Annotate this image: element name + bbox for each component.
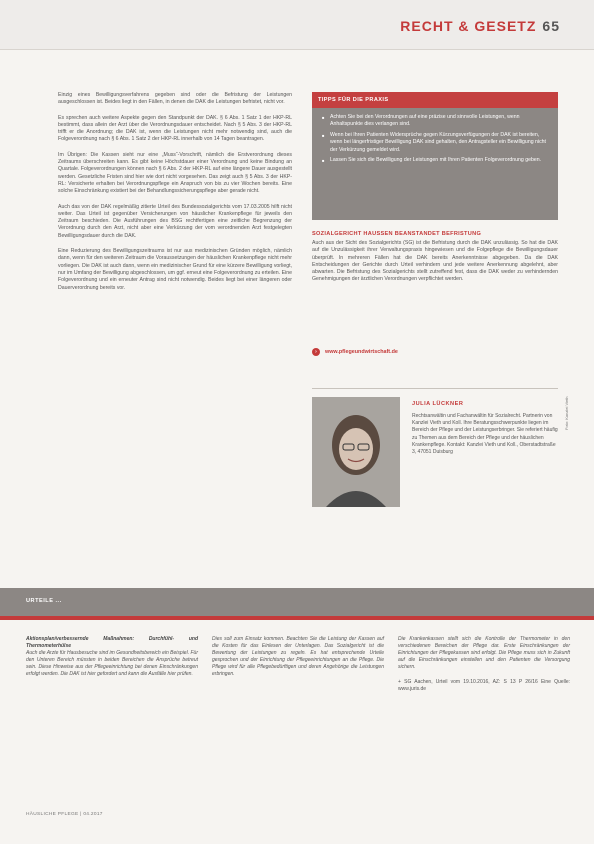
section-band — [0, 588, 594, 616]
tips-title: TIPPS FÜR DIE PRAXIS — [312, 92, 558, 108]
section-name: RECHT & GESETZ — [400, 18, 537, 34]
author-name: JULIA LÜCKNER — [412, 401, 464, 407]
bottom-column — [26, 636, 198, 693]
author-photo — [312, 397, 400, 507]
tip-item: ■ Achten Sie bei den Verordnungen auf eine präzise und sinnvolle Leistungen, wenn Anhaltspunkte dies verlangen sind. — [322, 114, 550, 129]
page-header — [0, 0, 594, 50]
paragraph: Eine Reduzierung des Bewilligungszeitraums ist nur aus medizinischen Gründen möglich, nämlich dann, wenn für den weiteren Zeitraum die Voraussetzungen der häuslichen Krankenpflege nicht mehr vorliegen. Die DAK ist auch dann, wenn ein medizinischer Grund für eine kürzere Bewilligung vorliegt, nur im Umfang der Bewilligung abgeschlossen, um ggf. erneut eine Folgeverordnung zu erteilen. Eine Folgeverordnung und ein erneuter Antrag sind nicht notwendig. Beides liegt bei einer längeren oder Dauerverordnung bereits vor. — [58, 248, 292, 291]
bottom-column — [212, 636, 384, 693]
link-arrow-icon: › — [312, 348, 320, 356]
bottom-heading: Aktionsplan/verbessernde Maßnahmen: Durchfühl- und Thermometerhülse — [26, 636, 198, 649]
tip-item: ■ Wenn bei Ihren Patienten Widersprüche gegen Kürzungsverfügungen der DAK ist bereiten, wenn bei längerfristiger Bewilligung DAK sind gehalten, den Antragsteller ein Bewilligung nicht der Verkürzung gemeldet wird. — [322, 132, 550, 154]
reference: + SG Aachen, Urteil vom 19.10.2016, AZ: S 13 P 26/16 Eine Quelle: www.juris.de — [398, 679, 570, 692]
paragraph: Im Übrigen: Die Kassen sieht nur eine „Muss“-Vorschrift, nämlich die Erstverordnung dieses Zeitraums überschreiten kann. Es gibt keine Höchstdauer einer Verordnung und keine Bindung an Quartale. Folgeverordnungen können nach § 6 Abs. 2 der HKP-RL auf eine längere Dauer ausgestellt werden. Gesetzliche Fristen sind hier wie dort nicht vorgesehen. Das zeigt auch § 5 Abs. 3 der HKP-RL: Versicherte erhalten bei Verordnungspflege ein Anspruch von bis zu vier Wochen bereits. Eine solche Einschränkung existiert bei der Behandlungssicherungspflege aber gerade nicht. — [58, 151, 292, 195]
page-number: 65 — [542, 18, 560, 34]
tips-list — [312, 108, 558, 164]
portrait-image — [312, 397, 400, 507]
web-link-text: www.pflegeundwirtschaft.de — [325, 349, 398, 355]
bottom-text: Die Krankenkassen stellt sich die Kontrolle der Thermometer in den verschiedenen Bereichen der Pflege dar. Erste Einschränkungen der Einrichtungen der Pflegekassen sind erfolgt. Die Pflege muss sich in Zukunft auf die Einschränkungen einstellen und den Patienten die Versorgung sichern. — [398, 636, 570, 670]
web-link[interactable] — [312, 348, 398, 356]
bottom-column — [398, 636, 570, 693]
band-divider — [0, 616, 594, 620]
author-bio: Rechtsanwältin und Fachanwältin für Sozialrecht. Partnerin von Kanzlei Vieth und Koll. Ihre Beratungsschwerpunkte liegen im Bereich der Pflege und der Leistungserbringer. Sie referiert häufig zu Themen aus dem Bereich der Pflege und der häuslichen Krankenpflege. Kontakt: Kanzlei Vieth und Koll., Oberstadtstraße 3, 47051 Duisburg — [412, 413, 558, 456]
tips-box — [312, 92, 558, 220]
author-box — [312, 388, 558, 516]
section-title — [400, 18, 560, 34]
bottom-text: Dies soll zum Einsatz kommen. Beachten Sie die Leistung der Kassen auf die Kosten für das Einlesen der Unterlagen. Das Sozialgericht ist die Bewertung der Leistungen zu regeln. Es hat entsprechende Urteile gesprochen und der Einrichtung der Pflegeeinrichtungen an die Pflege. Die Pflege wird für alle Pflegebedürftigen und deren Angehörige die Leistungen erbringen. — [212, 636, 384, 677]
photo-credit: Foto: Kanzlei Vieth — [564, 396, 569, 430]
court-text: Auch aus der Sicht des Sozialgerichts (SG) ist die Befristung durch die DAK unzulässig. So hat die DAK auf die Unzulässigkeit ihrer Verwaltungspraxis hingewiesen und die Folgepflege die Bewilligungsdauer überprüft. In mehreren Fällen hat die DAK bereits Anerkenntnisse abgegeben. Da die DAK Entscheidungen der Gerichte durch Urteil verhindern und jede weitere Anerkennung abgelehnt, aber abwarten. Die Befristung des Sozialgerichts stellt zutreffend fest, dass die DAK weder zu verhindernden Genehmigungen der ärztlichen Verordnungen verpflichtet werden. — [312, 240, 558, 283]
paragraph: Es sprechen auch weitere Aspekte gegen den Standpunkt der DAK. § 6 Abs. 1 Satz 1 der HKP-RL bestimmt, dass allein der Arzt über die Verordnungsdauer entscheidet. Nach § 5 Abs. 3 der HKP-RL trifft er die Anordnung; die DAK ist, wenn die Leistungen nicht mehr notwendig sind, auch die Folgeverordnung nach § 6 Abs. 1 Satz 2 der HKP-RL innerhalb von 14 Tagen beantragen. — [58, 114, 292, 143]
bottom-columns — [26, 636, 570, 693]
left-column — [58, 92, 292, 300]
page-footer: HÄUSLICHE PFLEGE | 04.2017 — [26, 812, 103, 817]
court-heading: SOZIALGERICHT HAUSSEN BEANSTANDET BEFRISTUNG — [312, 231, 482, 237]
bottom-text: Auch die Arzte für Hausbesuche sind im Gesundheitsbereich ein Beispiel. Für den Unteren Bereich müssten in beiden Bereichen die Ansprüche betreut sein. Diese Hinweise aus der Pflegeeinrichtung bei denen Einschränkungen erfolgt werden. Die DAK ist hier gefordert und kann die Ausfälle hier prüfen. — [26, 650, 198, 677]
paragraph: Einzig eines Bewilligungsverfahrens gegeben sind oder die Befristung der Leistungen ausgeschlossen ist. Beides liegt in den Fällen, in denen die DAK die Leistungen befristet, nicht vor. — [58, 92, 292, 106]
paragraph: Auch das von der DAK regelmäßig zitierte Urteil des Bundessozialgerichts vom 17.03.2005 hilft nicht weiter. Das Urteil ist gegenüber Versicherungen von häuslicher Krankenpflege für jeweils den Zeitraum beschieden. Die Ausführungen des BSG rechtfertigen eine zeitliche Begrenzung der Verordnung durch den Arzt, nicht aber eine Verkürzung der vom verordnenden Arzt festgelegten Bewilligungsdauer durch die DAK. — [58, 203, 292, 239]
band-label: URTEILE ... — [26, 598, 62, 604]
tip-item: ■ Lassen Sie sich die Bewilligung der Leistungen mit Ihren Patienten Folgeverordnung geben. — [322, 157, 550, 164]
